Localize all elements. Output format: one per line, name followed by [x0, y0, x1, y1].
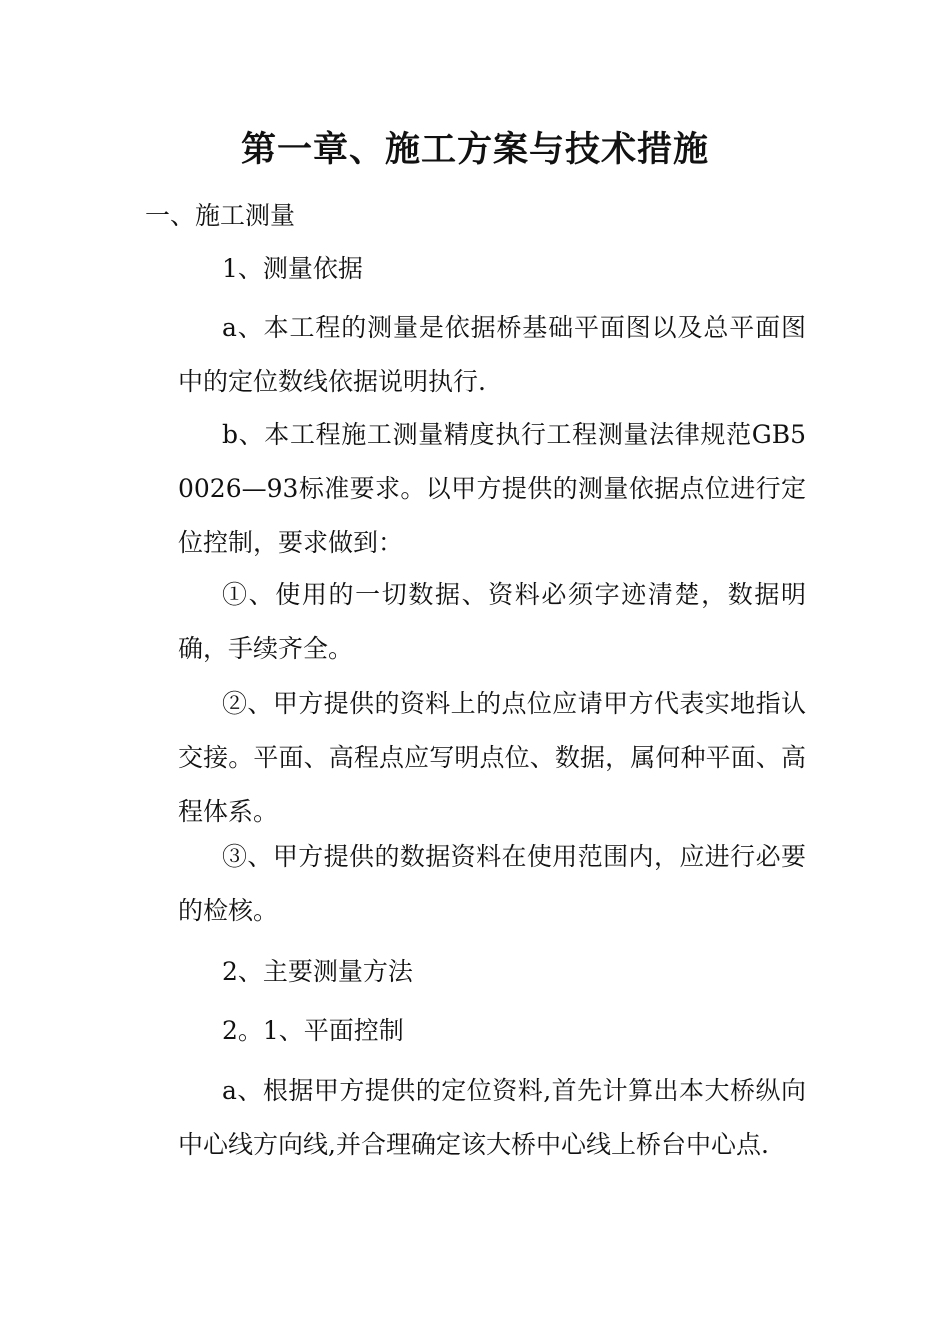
- chapter-title: 第一章、施工方案与技术措施: [240, 129, 709, 170]
- subsection-heading-plane-control: 2。1、平面控制: [222, 1016, 404, 1045]
- paragraph-a: a、本工程的测量是依据桥基础平面图以及总平面图中的定位数线依据说明执行.: [178, 313, 806, 396]
- paragraph-b: b、本工程施工测量精度执行工程测量法律规范GB50026—93标准要求。以甲方提供的测量依据点位进行定位控制，要求做到：: [178, 420, 806, 557]
- subsection-heading-basis: 1、测量依据: [222, 254, 363, 283]
- list-item-2: ②、甲方提供的资料上的点位应请甲方代表实地指认交接。平面、高程点应写明点位、数据，属何种平面、高程体系。: [178, 689, 806, 826]
- paragraph-2-1-a: a、根据甲方提供的定位资料,首先计算出本大桥纵向中心线方向线,并合理确定该大桥中心线上桥台中心点.: [178, 1076, 806, 1159]
- list-item-1: ①、使用的一切数据、资料必须字迹清楚，数据明确，手续齐全。: [178, 580, 806, 663]
- list-item-3: ③、甲方提供的数据资料在使用范围内，应进行必要的检核。: [178, 842, 806, 925]
- subsection-heading-methods: 2、主要测量方法: [222, 957, 413, 986]
- section-heading-survey: 一、施工测量: [145, 201, 296, 230]
